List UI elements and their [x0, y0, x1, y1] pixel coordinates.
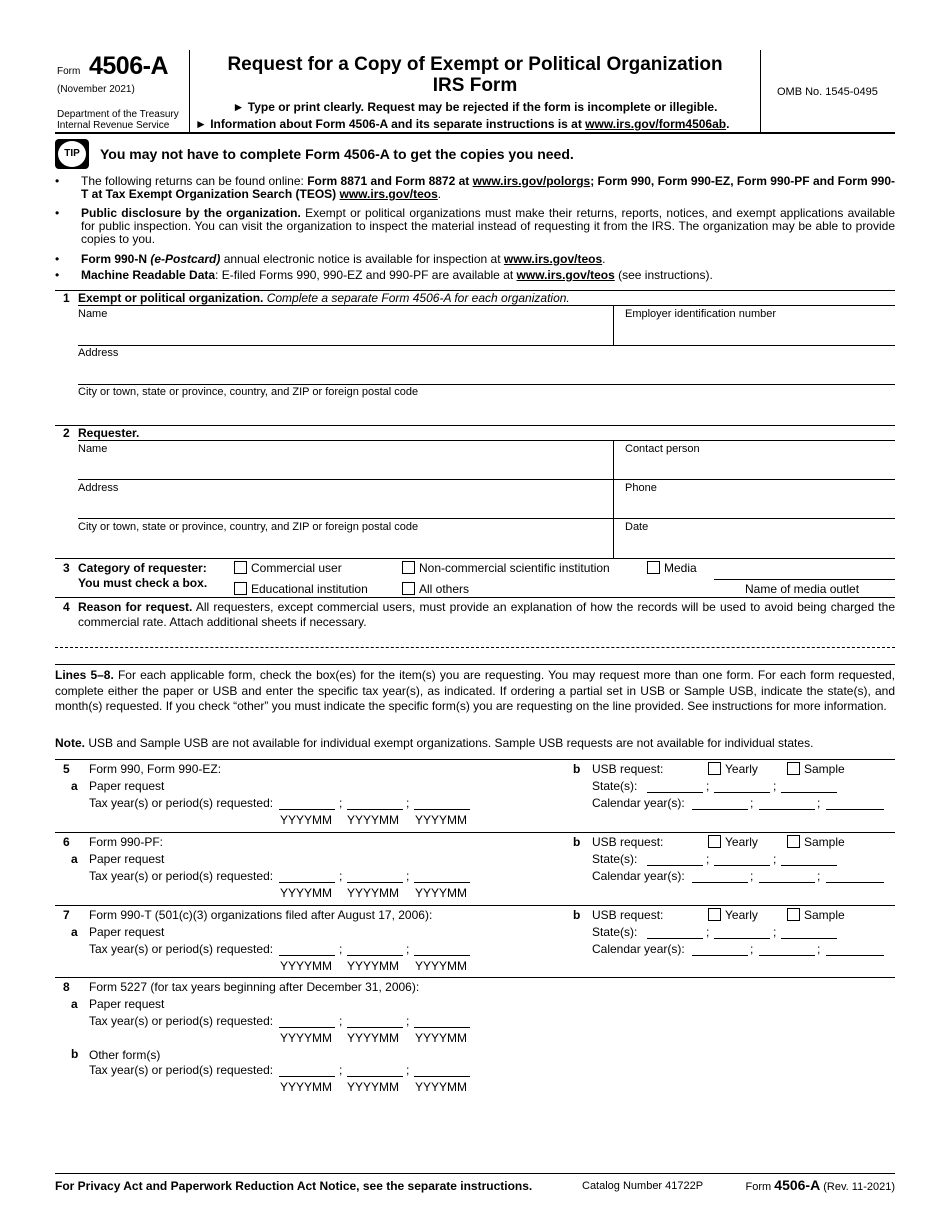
- section-4-reason: [55, 597, 895, 649]
- lines-note: Note. USB and Sample USB are not available for individual exempt organizations. Sample USB requests are not available for individual states.: [55, 736, 814, 750]
- line-8-tax-year-label: Tax year(s) or period(s) requested:: [89, 1014, 274, 1028]
- section-1-organization: [55, 290, 895, 398]
- instruction-type-clearly: ► Type or print clearly. Request may be rejected if the form is incomplete or illegible.: [232, 100, 718, 114]
- line-5-year-3[interactable]: [414, 796, 470, 810]
- line-5-yearly-checkbox[interactable]: [708, 762, 721, 775]
- line-7-sample-checkbox[interactable]: [787, 908, 800, 921]
- commercial-user-checkbox[interactable]: [234, 561, 247, 574]
- line-7: 7 Form 990-T (501(c)(3) organizations filed after August 17, 2006): a Paper request Tax year(s) or period(s) requested: ; ; YYYYMM YYYYMM YYYYMM b USB request: Yearly Sample State(s): ; ; Calendar year(s): ; ;: [55, 905, 895, 979]
- line-6-year-2[interactable]: [347, 869, 403, 883]
- form-page: [55, 50, 896, 1193]
- line-6-year-1[interactable]: [279, 869, 335, 883]
- privacy-notice: For Privacy Act and Paperwork Reduction Act Notice, see the separate instructions.: [55, 1179, 533, 1193]
- line-6-cal-2[interactable]: [759, 869, 815, 883]
- line-5-sample-checkbox[interactable]: [787, 762, 800, 775]
- line-7-cal-3[interactable]: [826, 942, 884, 956]
- line-8-paper: Paper request: [89, 997, 165, 1011]
- line-5-tax-year-label: Tax year(s) or period(s) requested:: [89, 796, 274, 810]
- tip-text: You may not have to complete Form 4506-A to get the copies you need.: [100, 146, 574, 162]
- instructions-link[interactable]: www.irs.gov/form4506ab: [585, 117, 727, 131]
- req-name-label: Name: [78, 443, 108, 455]
- commercial-user-label: Commercial user: [251, 561, 342, 575]
- line-7-tax-year-label: Tax year(s) or period(s) requested:: [89, 942, 274, 956]
- media-outlet-label: Name of media outlet: [745, 582, 860, 596]
- section-4-text: Reason for request. All requesters, except commercial users, must provide an explanation of how the records will be used to avoid being charged the commercial rate. Attach additional sheets if necessary.: [78, 600, 895, 629]
- omb-number: OMB No. 1545-0495: [777, 86, 878, 98]
- all-others-label: All others: [419, 582, 470, 596]
- req-phone-label: Phone: [625, 482, 657, 494]
- educational-checkbox[interactable]: [234, 582, 247, 595]
- section-3-number: 3: [63, 561, 70, 575]
- noncommercial-label: Non-commercial scientific institution: [419, 561, 610, 575]
- tip-banner: [55, 139, 895, 169]
- form-title: Request for a Copy of Exempt or Political Organization IRS Form: [227, 54, 723, 96]
- line-5-state-1[interactable]: [647, 779, 703, 793]
- line-6-paper: Paper request: [89, 852, 165, 866]
- line-7-year-3[interactable]: [414, 942, 470, 956]
- section-4-number: 4: [63, 600, 70, 614]
- req-contact-label: Contact person: [625, 443, 700, 455]
- line-8b-year-1[interactable]: [279, 1063, 335, 1077]
- line-6-state-3[interactable]: [781, 852, 837, 866]
- instruction-info: ► Information about Form 4506-A and its separate instructions is at www.irs.gov/form4506ab.: [195, 117, 730, 131]
- tip-icon: TIP: [55, 139, 89, 169]
- section-1-number: 1: [63, 291, 70, 305]
- teos-link-3[interactable]: www.irs.gov/teos: [516, 268, 615, 282]
- line-6-tax-year-label: Tax year(s) or period(s) requested:: [89, 869, 274, 883]
- line-8-other-forms: Other form(s): [89, 1048, 161, 1062]
- educational-label: Educational institution: [251, 582, 368, 596]
- line-6-title: Form 990-PF:: [89, 835, 164, 849]
- line-7-usb: USB request:: [592, 908, 664, 922]
- line-7-cal-1[interactable]: [692, 942, 748, 956]
- form-number: 4506-A: [89, 52, 168, 80]
- line-6-state-2[interactable]: [714, 852, 770, 866]
- teos-link-2[interactable]: www.irs.gov/teos: [503, 252, 603, 266]
- line-5-title: Form 990, Form 990-EZ:: [89, 762, 222, 776]
- line-5-cal-3[interactable]: [826, 796, 884, 810]
- org-ein-label: Employer identification number: [625, 308, 777, 320]
- footer-form-id: Form 4506-A (Rev. 11-2021): [745, 1177, 895, 1193]
- line-8b-year-3[interactable]: [414, 1063, 470, 1077]
- omb-block: [760, 50, 895, 132]
- org-address-label: Address: [78, 347, 119, 359]
- line-8-title: Form 5227 (for tax years beginning after December 31, 2006):: [89, 980, 420, 994]
- section-1-title: Exempt or political organization. Complete a separate Form 4506-A for each organization.: [78, 291, 570, 305]
- req-address-label: Address: [78, 482, 119, 494]
- section-3-category: [55, 558, 895, 598]
- line-6: 6 Form 990-PF: a Paper request Tax year(s) or period(s) requested: ; ; YYYYMM YYYYMM YYYYMM b USB request: Yearly Sample State(s): ; ; Calendar year(s): ; ;: [55, 832, 895, 906]
- line-7-paper: Paper request: [89, 925, 165, 939]
- line-6-cal-3[interactable]: [826, 869, 884, 883]
- line-8a-year-2[interactable]: [347, 1014, 403, 1028]
- teos-link[interactable]: www.irs.gov/teos: [339, 187, 438, 201]
- line-7-state-1[interactable]: [647, 925, 703, 939]
- line-5-usb: USB request:: [592, 762, 664, 776]
- line-8a-year-1[interactable]: [279, 1014, 335, 1028]
- media-label: Media: [664, 561, 697, 575]
- org-city-label: City or town, state or province, country, and ZIP or foreign postal code: [78, 386, 419, 398]
- line-5-state-2[interactable]: [714, 779, 770, 793]
- lines-intro: Lines 5–8. For each applicable form, check the box(es) for the item(s) you are requesting. You may request more than one form. For each form requested, complete either the paper or USB and enter the specific tax year(s), as indicated. If ordering a partial set in USB or Sample USB, indicate the state(s), and month(s) requested. If you check “other” you must indicate the specific form(s) you are requesting on the line provided. See instructions for more information.: [55, 668, 896, 713]
- line-8b-tax-year-label: Tax year(s) or period(s) requested:: [89, 1063, 274, 1077]
- polorgs-link[interactable]: www.irs.gov/polorgs: [472, 174, 591, 188]
- bullet-public-disclosure: • Public disclosure by the organization. Exempt or political organizations must make their returns, reports, notices, and exempt applications available for public inspection. You can visit the organization to inspect the material instead of requesting it from the IRS. The organization may be able to provide copies to you.: [55, 207, 895, 246]
- reason-line[interactable]: [55, 647, 895, 648]
- line-7-title: Form 990-T (501(c)(3) organizations filed after August 17, 2006):: [89, 908, 433, 922]
- catalog-number: Catalog Number 41722P: [582, 1180, 704, 1192]
- noncommercial-checkbox[interactable]: [402, 561, 415, 574]
- line-5-paper: Paper request: [89, 779, 165, 793]
- line-5-cal-1[interactable]: [692, 796, 748, 810]
- line-6-year-3[interactable]: [414, 869, 470, 883]
- line-6-state-1[interactable]: [647, 852, 703, 866]
- line-5-state-3[interactable]: [781, 779, 837, 793]
- form-footer: [55, 1173, 895, 1197]
- org-name-label: Name: [78, 308, 108, 320]
- line-5-year-1[interactable]: [279, 796, 335, 810]
- form-date: (November 2021): [57, 84, 135, 95]
- info-bullets: [55, 175, 895, 289]
- bullet-990n: • Form 990-N (e-Postcard) annual electronic notice is available for inspection at www.irs.gov/teos.: [55, 253, 895, 266]
- line-5: 5 Form 990, Form 990-EZ: a Paper request Tax year(s) or period(s) requested: ; ; YYYYMM YYYYMM YYYYMM b USB request: Yearly Sample State(s): ; ; Calendar year(s): ; ;: [55, 759, 895, 833]
- line-7-cal-2[interactable]: [759, 942, 815, 956]
- bullet-online-returns: • The following returns can be found online: Form 8871 and Form 8872 at www.irs.gov/polorgs; Form 990, Form 990-EZ, Form 990-PF and Form 990-T at Tax Exempt Organization Search (TEOS) www.irs.gov/teos.: [55, 175, 895, 201]
- all-others-checkbox[interactable]: [402, 582, 415, 595]
- line-7-state-2[interactable]: [714, 925, 770, 939]
- section-3-title: Category of requester: You must check a box.: [78, 561, 208, 590]
- form-word: Form: [57, 66, 81, 77]
- line-8b-year-2[interactable]: [347, 1063, 403, 1077]
- form-id-block: [55, 50, 190, 132]
- section-2-requester: [55, 425, 895, 560]
- line-7-year-2[interactable]: [347, 942, 403, 956]
- line-5-cal-2[interactable]: [759, 796, 815, 810]
- line-8: 8 Form 5227 (for tax years beginning after December 31, 2006): a Paper request Tax year(s) or period(s) requested: ; ; YYYYMM YYYYMM YYYYMM b Other form(s) Tax year(s) or period(s) requested: ; ; YYYYMM YYYYMM YYYYMM: [55, 977, 895, 1095]
- req-date-label: Date: [625, 521, 649, 533]
- line-8a-year-3[interactable]: [414, 1014, 470, 1028]
- line-7-state-3[interactable]: [781, 925, 837, 939]
- line-6-usb: USB request:: [592, 835, 664, 849]
- line-7-yearly-checkbox[interactable]: [708, 908, 721, 921]
- line-6-sample-checkbox[interactable]: [787, 835, 800, 848]
- line-5-year-2[interactable]: [347, 796, 403, 810]
- section-2-title: Requester.: [78, 426, 140, 440]
- bullet-machine-readable: • Machine Readable Data: E-filed Forms 990, 990-EZ and 990-PF are available at www.irs.gov/teos (see instructions).: [55, 269, 895, 282]
- media-checkbox[interactable]: [647, 561, 660, 574]
- department: Department of the Treasury Internal Revenue Service: [57, 109, 179, 131]
- line-7-year-1[interactable]: [279, 942, 335, 956]
- section-2-number: 2: [63, 426, 70, 440]
- line-6-cal-1[interactable]: [692, 869, 748, 883]
- form-header: [55, 50, 895, 134]
- req-city-label: City or town, state or province, country, and ZIP or foreign postal code: [78, 521, 419, 533]
- line-6-yearly-checkbox[interactable]: [708, 835, 721, 848]
